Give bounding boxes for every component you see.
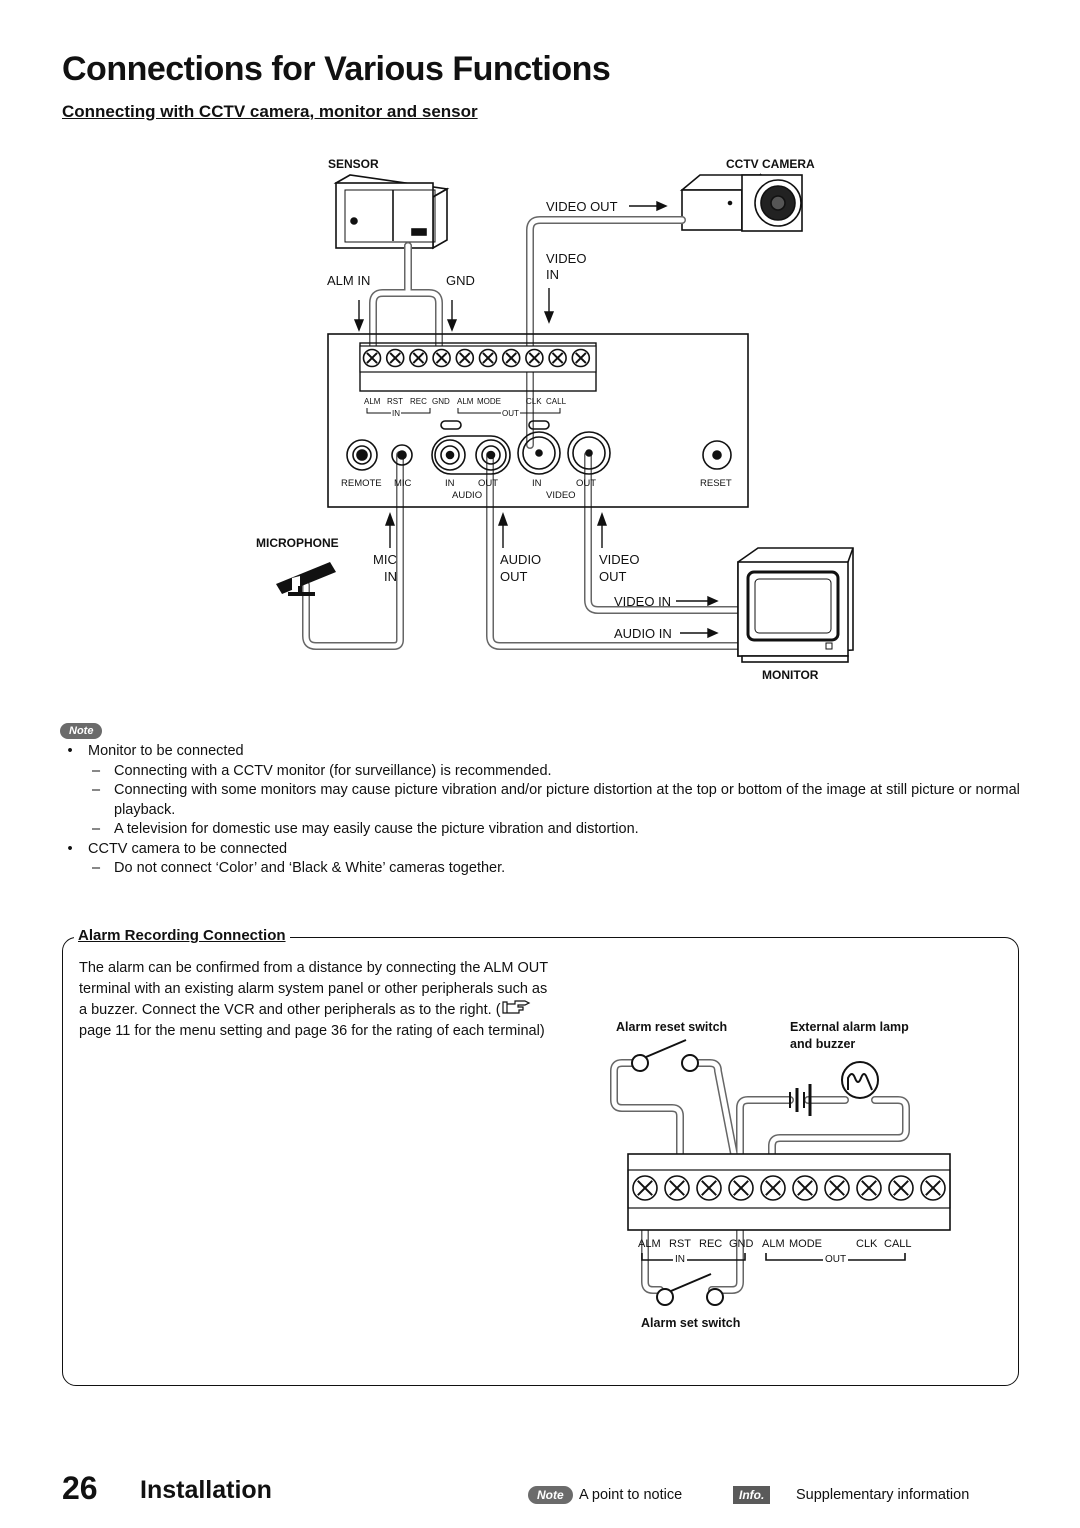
footer-info-text: Supplementary information [796, 1487, 970, 1503]
page-number: 26 [62, 1470, 98, 1506]
jack-remote-label: REMOTE [341, 478, 382, 489]
jack-reset-label: RESET [700, 478, 732, 489]
monitor-label: MONITOR [762, 668, 819, 682]
alm-in-label: ALM IN [327, 273, 371, 288]
list-item: • Monitor to be connected [67, 743, 244, 759]
alarm-terminal-label-alm: ALM [638, 1238, 661, 1250]
sensor-device-icon [336, 175, 447, 248]
monitor-icon [738, 548, 853, 662]
terminal-label-alm-out: ALM [457, 397, 474, 406]
footer-info-badge: Info. [733, 1486, 770, 1504]
terminal-label-alm: ALM [364, 397, 381, 406]
jack-audio-label: AUDIO [452, 490, 483, 501]
external-lamp-label-line2: and buzzer [790, 1037, 856, 1051]
connection-diagram [0, 0, 1080, 700]
terminal-label-gnd: GND [432, 397, 450, 406]
section-title: Connecting with CCTV camera, monitor and sensor [62, 102, 478, 121]
list-item: • CCTV camera to be connected [67, 840, 288, 857]
video-out2-label-line1: VIDEO [599, 552, 640, 567]
alarm-reset-switch-label: Alarm reset switch [616, 1020, 728, 1034]
footer-section-title: Installation [140, 1476, 272, 1504]
jack-video-label: VIDEO [546, 490, 576, 501]
mic-in-label-line1: MIC [373, 552, 397, 567]
note-badge: Note [60, 723, 102, 739]
terminal-label-mode: MODE [477, 397, 501, 406]
terminal-in-label: IN [392, 409, 400, 418]
monitor-audio-in-label: AUDIO IN [614, 626, 672, 641]
gnd-label: GND [446, 273, 475, 288]
notes-list [60, 742, 1020, 879]
alarm-terminal-in-label: IN [675, 1254, 685, 1265]
mic-in-label-line2: IN [384, 569, 397, 584]
alarm-terminal-label-call: CALL [884, 1238, 912, 1250]
audio-out-label-line2: OUT [500, 569, 528, 584]
alarm-terminal-label-clk: CLK [856, 1238, 878, 1250]
alarm-description: The alarm can be confirmed from a distance by connecting the ALM OUT terminal with an existing alarm system panel or other peripherals such as a buzzer. Connect the VCR and other peripherals as to the right. ( page 11 for the menu setting and page 36 for the rating of each terminal) [79, 960, 548, 1039]
terminal-label-call: CALL [546, 397, 567, 406]
terminal-out-label: OUT [502, 409, 519, 418]
jack-video-out-label: OUT [576, 478, 597, 489]
alarm-terminal-label-rst: RST [669, 1238, 691, 1250]
jack-video-in-label: IN [532, 478, 542, 489]
microphone-label: MICROPHONE [256, 536, 339, 550]
alarm-terminal-label-gnd: GND [729, 1238, 754, 1250]
video-in-label-line1: VIDEO [546, 251, 587, 266]
alarm-terminal-label-alm-out: ALM [762, 1238, 785, 1250]
alarm-set-switch-label: Alarm set switch [641, 1316, 741, 1330]
alarm-terminal-label-mode: MODE [789, 1238, 822, 1250]
alarm-terminal-label-rec: REC [699, 1238, 723, 1250]
video-out2-label-line2: OUT [599, 569, 627, 584]
list-item: – Do not connect ‘Color’ and ‘Black & White’ cameras together. [91, 860, 506, 876]
alarm-section-title: Alarm Recording Connection [74, 927, 290, 944]
list-item: – A television for domestic use may easily cause the picture vibration and distortion. [91, 821, 639, 837]
external-lamp-label-line1: External alarm lamp [790, 1020, 909, 1034]
jack-mic-label: MIC [394, 478, 412, 489]
video-out-label: VIDEO OUT [546, 199, 618, 214]
terminal-label-clk: CLK [526, 397, 542, 406]
jack-audio-out-label: OUT [478, 478, 499, 489]
list-item: – Connecting with a CCTV monitor (for surveillance) is recommended. [91, 762, 552, 779]
cctv-camera-label: CCTV CAMERA [726, 157, 815, 171]
video-in-label-line2: IN [546, 267, 559, 282]
footer-note-text: A point to notice [579, 1487, 683, 1503]
pointing-hand-icon [501, 999, 531, 1013]
terminal-label-rst: RST [387, 397, 403, 406]
jack-audio-in-label: IN [445, 478, 455, 489]
footer-note-badge: Note [528, 1486, 573, 1504]
monitor-video-in-label: VIDEO IN [614, 594, 672, 609]
list-item: – Connecting with some monitors may cause picture vibration and/or picture distortion at the top or bottom of the image at still picture or normal playback. [91, 782, 1020, 818]
sensor-label: SENSOR [328, 157, 379, 171]
audio-out-label-line1: AUDIO [500, 552, 542, 567]
page-title: Connections for Various Functions [62, 50, 611, 88]
alarm-terminal-out-label: OUT [825, 1254, 847, 1265]
terminal-label-rec: REC [410, 397, 427, 406]
terminal-block [360, 346, 596, 372]
cctv-camera-icon [682, 175, 802, 231]
